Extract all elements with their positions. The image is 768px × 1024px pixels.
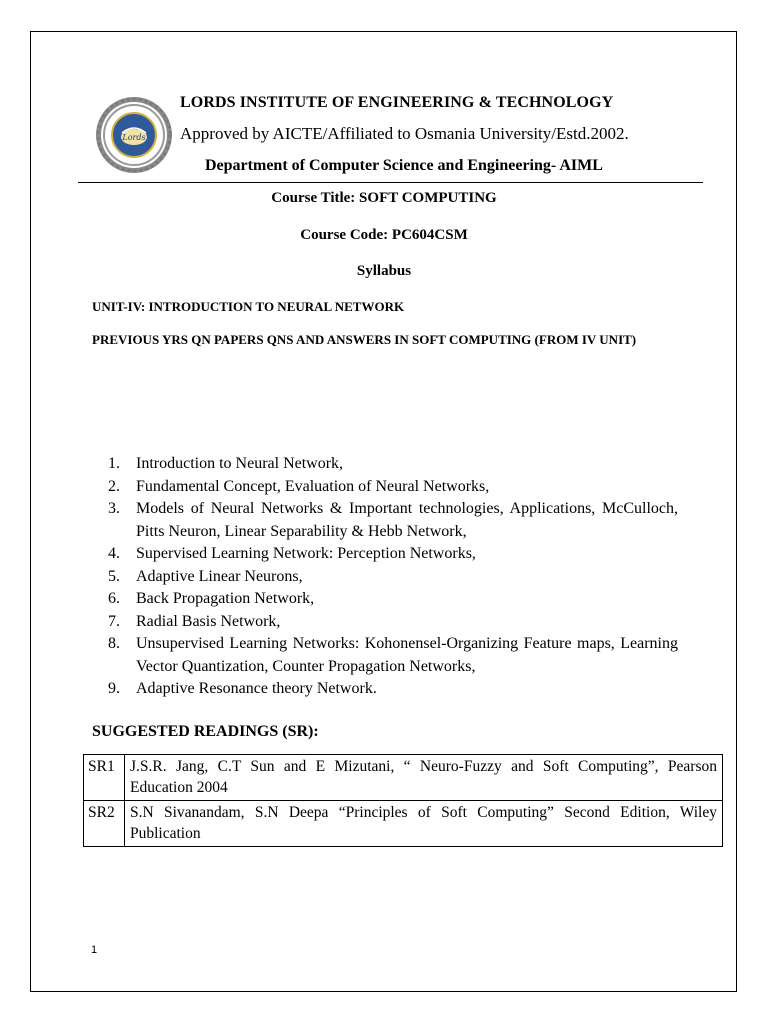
reading-reference: S.N Sivanandam, S.N Deepa “Principles of Soft Computing” Second Edition, Wiley Publication bbox=[125, 801, 723, 847]
item-text: Unsupervised Learning Networks: Kohonensel-Organizing Feature maps, Learning Vector Quantization, Counter Propagation Networks, bbox=[136, 635, 678, 675]
table-row bbox=[84, 755, 723, 801]
list-item bbox=[108, 633, 678, 678]
list-item bbox=[108, 611, 678, 634]
item-number: 3. bbox=[108, 500, 120, 517]
department-name: Department of Computer Science and Engineering- AIML bbox=[205, 157, 603, 174]
item-number: 6. bbox=[108, 590, 120, 607]
institute-seal-logo bbox=[92, 93, 176, 177]
institution-approval: Approved by AICTE/Affiliated to Osmania University/Estd.2002. bbox=[180, 124, 629, 143]
item-text: Back Propagation Network, bbox=[136, 590, 315, 607]
item-number: 1. bbox=[108, 455, 120, 472]
list-item bbox=[108, 543, 678, 566]
item-text: Introduction to Neural Network, bbox=[136, 455, 344, 472]
list-item bbox=[108, 566, 678, 589]
page-number: 1 bbox=[91, 944, 98, 956]
list-item bbox=[108, 588, 678, 611]
reading-code: SR2 bbox=[84, 801, 125, 847]
item-number: 2. bbox=[108, 477, 120, 495]
item-text: Supervised Learning Network: Perception Networks, bbox=[136, 545, 476, 562]
table-row bbox=[84, 801, 723, 847]
item-number: 7. bbox=[108, 612, 120, 630]
item-text: Models of Neural Networks & Important technologies, Applications, McCulloch, Pitts Neuron, Linear Separability & Hebb Network, bbox=[136, 500, 678, 540]
svg-text:Lords: Lords bbox=[122, 133, 146, 142]
item-number: 4. bbox=[108, 545, 120, 562]
item-text: Radial Basis Network, bbox=[136, 612, 281, 630]
list-item bbox=[108, 476, 678, 499]
syllabus-heading: Syllabus bbox=[356, 263, 412, 279]
previous-papers-heading: PREVIOUS YRS QN PAPERS QNS AND ANSWERS IN SOFT COMPUTING (FROM IV UNIT) bbox=[92, 332, 637, 347]
list-item bbox=[108, 498, 678, 543]
suggested-readings-table bbox=[83, 754, 723, 847]
list-item bbox=[108, 453, 678, 476]
item-number: 9. bbox=[108, 680, 120, 697]
item-text: Adaptive Linear Neurons, bbox=[136, 567, 303, 585]
course-code: Course Code: PC604CSM bbox=[300, 227, 468, 243]
item-number: 8. bbox=[108, 635, 120, 652]
suggested-readings-heading: SUGGESTED READINGS (SR): bbox=[92, 723, 319, 740]
institution-name: LORDS INSTITUTE OF ENGINEERING & TECHNOLOGY bbox=[180, 94, 614, 111]
reading-reference: J.S.R. Jang, C.T Sun and E Mizutani, “ Neuro-Fuzzy and Soft Computing”, Pearson Education 2004 bbox=[125, 755, 723, 801]
unit-heading: UNIT-IV: INTRODUCTION TO NEURAL NETWORK bbox=[92, 299, 405, 314]
item-text: Fundamental Concept, Evaluation of Neural Networks, bbox=[136, 477, 490, 495]
topic-list bbox=[108, 453, 678, 701]
list-item bbox=[108, 678, 678, 701]
reading-code: SR1 bbox=[84, 755, 125, 801]
course-title: Course Title: SOFT COMPUTING bbox=[271, 190, 497, 206]
item-text: Adaptive Resonance theory Network. bbox=[136, 680, 377, 697]
item-number: 5. bbox=[108, 567, 120, 585]
header-divider bbox=[78, 182, 703, 183]
